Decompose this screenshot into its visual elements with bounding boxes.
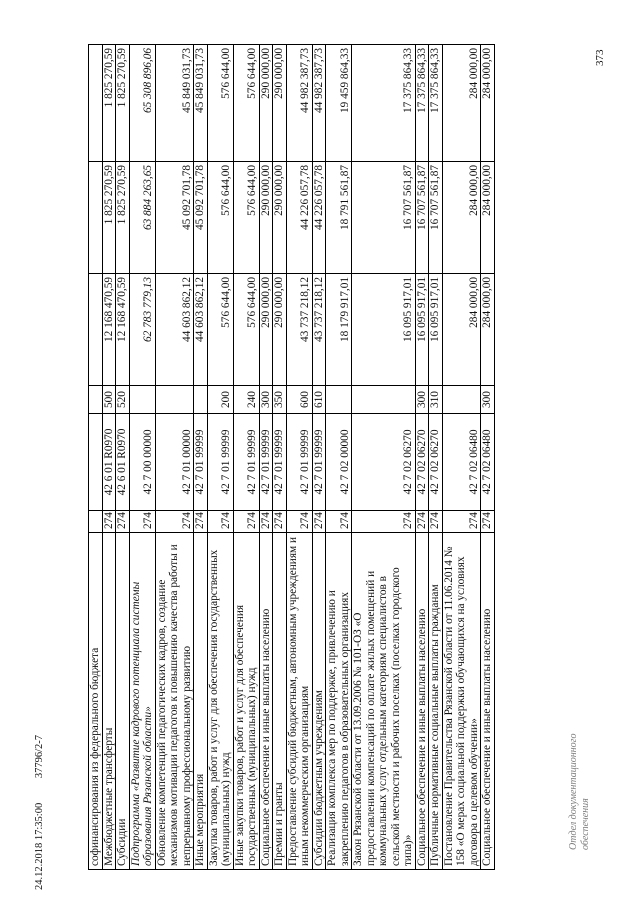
cell-amount-year-2: 45 092 701,78 <box>194 162 208 274</box>
cell-amount-year-1: 284 000,00 <box>442 274 481 386</box>
cell-amount-year-2: 290 000,00 <box>273 162 287 274</box>
cell-department-code: 274 <box>102 511 116 533</box>
cell-amount-year-1: 43 737 218,12 <box>312 274 326 386</box>
cell-department-code: 274 <box>155 511 194 533</box>
cell-expense-type <box>155 386 194 414</box>
cell-expense-type: 520 <box>116 386 130 414</box>
cell-amount-year-3: 1 825 270,59 <box>102 45 116 162</box>
cell-amount-year-3: 17 375 864,33 <box>415 45 429 162</box>
cell-amount-year-2: 63 884 263,65 <box>129 162 155 274</box>
cell-amount-year-1: 576 644,00 <box>233 274 259 386</box>
cell-expense-type: 300 <box>259 386 273 414</box>
table-row <box>194 45 208 870</box>
cell-amount-year-1: 12 168 470,59 <box>116 274 130 386</box>
table-row <box>312 45 326 870</box>
cell-target-article: 42 6 01 R0970 <box>102 414 116 511</box>
cell-expense-type: 310 <box>429 386 443 414</box>
cell-target-article: 42 7 02 06270 <box>352 414 416 511</box>
table-row <box>273 45 287 870</box>
cell-department-code: 274 <box>326 511 352 533</box>
cell-name: Социальное обеспечение и иные выплаты населению <box>259 533 273 870</box>
cell-target-article: 42 7 02 06480 <box>481 414 495 511</box>
cell-target-article: 42 7 01 99999 <box>312 414 326 511</box>
cell-department-code: 274 <box>207 511 233 533</box>
cell-amount-year-2: 16 707 561,87 <box>352 162 416 274</box>
cell-department-code: 274 <box>194 511 208 533</box>
cell-amount-year-3: 284 000,00 <box>481 45 495 162</box>
footer-datetime: 24.12.2018 17:35:00 <box>34 802 45 890</box>
cell-department-code: 274 <box>259 511 273 533</box>
cell-amount-year-3: 17 375 864,33 <box>352 45 416 162</box>
cell-department-code: 274 <box>116 511 130 533</box>
cell-department-code <box>89 511 103 533</box>
cell-amount-year-2: 284 000,00 <box>481 162 495 274</box>
table-row <box>429 45 443 870</box>
cell-amount-year-3: 290 000,00 <box>273 45 287 162</box>
table-row <box>415 45 429 870</box>
cell-amount-year-2: 16 707 561,87 <box>429 162 443 274</box>
cell-target-article: 42 7 01 99999 <box>233 414 259 511</box>
cell-target-article: 42 7 02 00000 <box>326 414 352 511</box>
table-row <box>352 45 416 870</box>
cell-amount-year-2: 576 644,00 <box>233 162 259 274</box>
cell-name: Постановление Правительства Рязанской области от 11.06.2014 № 158 «О мерах социальной поддержки обучающихся на условиях договора о целевом обучении» <box>442 533 481 870</box>
cell-department-code: 274 <box>233 511 259 533</box>
cell-amount-year-1 <box>89 274 103 386</box>
cell-amount-year-3: 65 308 896,06 <box>129 45 155 162</box>
cell-amount-year-3: 284 000,00 <box>442 45 481 162</box>
cell-department-code: 274 <box>312 511 326 533</box>
cell-amount-year-1: 18 179 917,01 <box>326 274 352 386</box>
cell-name: Предоставление субсидий бюджетным, автономным учреждениям и иным некоммерческим организациям <box>286 533 312 870</box>
table-row <box>286 45 312 870</box>
cell-department-code: 274 <box>286 511 312 533</box>
cell-amount-year-1: 284 000,00 <box>481 274 495 386</box>
cell-amount-year-1: 43 737 218,12 <box>286 274 312 386</box>
cell-amount-year-3: 45 849 031,73 <box>194 45 208 162</box>
cell-department-code: 274 <box>352 511 416 533</box>
cell-expense-type <box>442 386 481 414</box>
cell-target-article: 42 7 01 99999 <box>194 414 208 511</box>
cell-target-article: 42 7 01 99999 <box>273 414 287 511</box>
cell-target-article: 42 7 01 99999 <box>286 414 312 511</box>
cell-expense-type <box>89 386 103 414</box>
cell-expense-type: 200 <box>207 386 233 414</box>
cell-amount-year-2: 284 000,00 <box>442 162 481 274</box>
budget-table-container <box>88 45 584 870</box>
cell-name: Обновление компетенций педагогических кадров, создание механизмов мотивации педагогов к повышению качества работы и непрерывному профессиональному развитию <box>155 533 194 870</box>
cell-amount-year-3: 17 375 864,33 <box>429 45 443 162</box>
cell-amount-year-1: 16 095 917,01 <box>429 274 443 386</box>
cell-name: Закупка товаров, работ и услуг для обеспечения государственных (муниципальных) нужд <box>207 533 233 870</box>
cell-target-article: 42 7 02 06480 <box>442 414 481 511</box>
cell-amount-year-3: 576 644,00 <box>233 45 259 162</box>
cell-expense-type: 350 <box>273 386 287 414</box>
cell-name: Иные закупки товаров, работ и услуг для обеспечения государственных (муниципальных) нужд <box>233 533 259 870</box>
cell-target-article: 42 7 02 06270 <box>415 414 429 511</box>
cell-name: Социальное обеспечение и иные выплаты населению <box>415 533 429 870</box>
cell-amount-year-3: 576 644,00 <box>207 45 233 162</box>
cell-amount-year-1: 62 783 779,13 <box>129 274 155 386</box>
cell-expense-type: 500 <box>102 386 116 414</box>
cell-amount-year-1: 576 644,00 <box>207 274 233 386</box>
cell-department-code: 274 <box>442 511 481 533</box>
cell-name: Премии и гранты <box>273 533 287 870</box>
cell-expense-type <box>129 386 155 414</box>
cell-name: Реализация комплекса мер по поддержке, привлечению и закреплению педагогов в образовательных организациях <box>326 533 352 870</box>
cell-target-article: 42 7 01 99999 <box>207 414 233 511</box>
cell-amount-year-2: 44 226 057,78 <box>312 162 326 274</box>
table-row <box>102 45 116 870</box>
cell-amount-year-3: 44 982 387,73 <box>312 45 326 162</box>
cell-amount-year-3: 19 459 864,33 <box>326 45 352 162</box>
stamp-line-2: обеспечения <box>580 798 591 850</box>
cell-name: Субсидии бюджетным учреждениям <box>312 533 326 870</box>
cell-target-article: 42 7 01 99999 <box>259 414 273 511</box>
cell-amount-year-3: 1 825 270,59 <box>116 45 130 162</box>
cell-department-code: 274 <box>415 511 429 533</box>
cell-amount-year-3: 45 849 031,73 <box>155 45 194 162</box>
cell-amount-year-2: 290 000,00 <box>259 162 273 274</box>
cell-amount-year-3: 290 000,00 <box>259 45 273 162</box>
cell-name: Субсидии <box>116 533 130 870</box>
cell-name: Межбюджетные трансферты <box>102 533 116 870</box>
cell-expense-type: 610 <box>312 386 326 414</box>
cell-name: Публичные нормативные социальные выплаты гражданам <box>429 533 443 870</box>
cell-department-code: 274 <box>273 511 287 533</box>
table-row <box>129 45 155 870</box>
table-row <box>326 45 352 870</box>
cell-amount-year-2: 45 092 701,78 <box>155 162 194 274</box>
cell-expense-type <box>326 386 352 414</box>
cell-name: Закон Рязанской области от 13.09.2006 № 101-ОЗ «О предоставлении компенсаций по оплате жилых помещений и коммунальных услуг отдельным категориям специалистов в сельской местности и рабочих поселках (поселках городского типа)» <box>352 533 416 870</box>
stamp-line-1: Отдел документационного <box>568 733 579 850</box>
cell-department-code: 274 <box>429 511 443 533</box>
table-row <box>233 45 259 870</box>
cell-amount-year-3: 44 982 387,73 <box>286 45 312 162</box>
cell-expense-type: 300 <box>415 386 429 414</box>
cell-target-article: 42 7 00 00000 <box>129 414 155 511</box>
document-footer <box>34 713 45 890</box>
cell-amount-year-1: 16 095 917,01 <box>352 274 416 386</box>
cell-expense-type: 600 <box>286 386 312 414</box>
cell-amount-year-1: 290 000,00 <box>259 274 273 386</box>
table-row <box>89 45 103 870</box>
table-row <box>207 45 233 870</box>
cell-amount-year-1: 16 095 917,01 <box>415 274 429 386</box>
cell-expense-type <box>194 386 208 414</box>
table-row <box>442 45 481 870</box>
cell-department-code: 274 <box>129 511 155 533</box>
cell-amount-year-2 <box>89 162 103 274</box>
cell-name: Иные мероприятия <box>194 533 208 870</box>
cell-amount-year-1: 12 168 470,59 <box>102 274 116 386</box>
cell-amount-year-2: 16 707 561,87 <box>415 162 429 274</box>
cell-amount-year-1: 44 603 862,12 <box>155 274 194 386</box>
cell-name: софинансирования из федерального бюджета <box>89 533 103 870</box>
cell-expense-type: 240 <box>233 386 259 414</box>
cell-name: Социальное обеспечение и иные выплаты населению <box>481 533 495 870</box>
cell-amount-year-3 <box>89 45 103 162</box>
cell-amount-year-2: 576 644,00 <box>207 162 233 274</box>
cell-amount-year-1: 44 603 862,12 <box>194 274 208 386</box>
cell-amount-year-2: 1 825 270,59 <box>102 162 116 274</box>
table-row <box>155 45 194 870</box>
footer-doc-id: 37796/2-7 <box>34 734 45 779</box>
table-row <box>481 45 495 870</box>
cell-name: Подпрограмма «Развитие кадрового потенциала системы образования Рязанской области» <box>129 533 155 870</box>
cell-department-code: 274 <box>481 511 495 533</box>
table-row <box>116 45 130 870</box>
table-row <box>259 45 273 870</box>
cell-amount-year-2: 44 226 057,78 <box>286 162 312 274</box>
cell-amount-year-2: 1 825 270,59 <box>116 162 130 274</box>
cell-amount-year-1: 290 000,00 <box>273 274 287 386</box>
cell-expense-type <box>352 386 416 414</box>
cell-target-article: 42 7 02 06270 <box>429 414 443 511</box>
cell-amount-year-2: 18 791 561,87 <box>326 162 352 274</box>
cell-target-article: 42 7 01 00000 <box>155 414 194 511</box>
cell-expense-type: 300 <box>481 386 495 414</box>
cell-target-article <box>89 414 103 511</box>
budget-table <box>88 44 495 870</box>
page-number: 373 <box>594 49 606 66</box>
cell-target-article: 42 6 01 R0970 <box>116 414 130 511</box>
